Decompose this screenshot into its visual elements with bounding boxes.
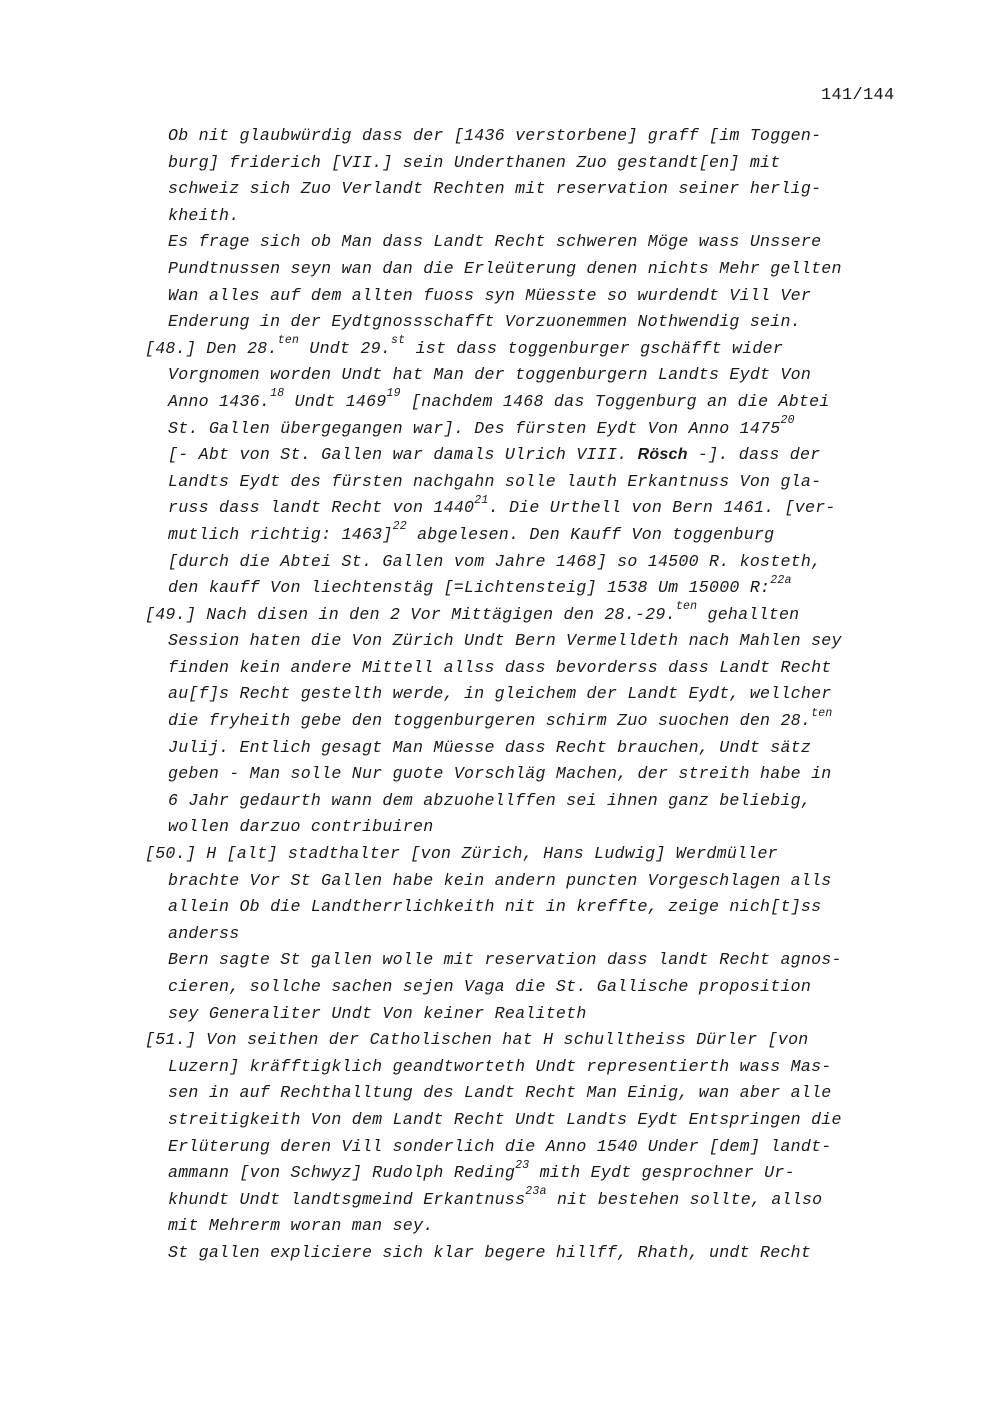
text-line: schweiz sich Zuo Verlandt Rechten mit reservation seiner herlig-	[168, 179, 822, 199]
text-line	[0, 416, 1000, 443]
text-line	[0, 389, 1000, 416]
text-line: mit Mehrerm woran man sey.	[168, 1216, 434, 1236]
text-line: burg] friderich [VII.] sein Underthanen Zuo gestandt[en] mit	[168, 152, 781, 172]
text-line: Landts Eydt des fürsten nachgahn solle lauth Erkantnuss Von gla-	[168, 471, 822, 491]
text-line	[0, 522, 1000, 549]
footnote-marker: 22	[392, 520, 407, 534]
text-line: Ob nit glaubwürdig dass der [1436 verstorbene] graff [im Toggen-	[168, 126, 822, 145]
text-line: streitigkeith Von dem Landt Recht Undt Landts Eydt Entspringen die	[168, 1109, 842, 1129]
text-line	[0, 1160, 1000, 1187]
text-run: gehallten	[697, 604, 800, 624]
text-run: [- Abt von St. Gallen war damals Ulrich VIII.	[168, 445, 638, 465]
text-run: nit bestehen sollte, allso	[546, 1189, 823, 1209]
text-line: Luzern] kräfftigklich geandtworteth Undt representierth wass Mas-	[168, 1056, 832, 1076]
text-line: 6 Jahr gedaurth wann dem abzuohellffen sei ihnen ganz beliebig,	[168, 790, 812, 810]
text-line: Julij. Entlich gesagt Man Müesse dass Recht brauchen, Undt sätz	[168, 737, 812, 757]
text-run: ist dass toggenburger gschäfft wider	[405, 338, 784, 358]
text-run: [48.] Den 28.	[145, 338, 278, 358]
text-run: -]. dass der	[687, 445, 821, 465]
text-run: [nachdem 1468 das Toggenburg an die Abtei	[400, 391, 830, 411]
footnote-marker: 18	[270, 387, 285, 401]
section-50-heading-line: [50.] H [alt] stadthalter [von Zürich, Hans Ludwig] Werdmüller	[145, 844, 778, 864]
section-51-heading-line: [51.] Von seithen der Catholischen hat H schulltheiss Dürler [von	[145, 1030, 809, 1050]
text-line: St gallen expliciere sich klar begere hillff, Rhath, undt Recht	[168, 1242, 812, 1262]
text-line: geben - Man solle Nur guote Vorschläg Machen, der streith habe in	[168, 764, 832, 784]
text-line	[0, 708, 1000, 735]
text-run: ammann [von Schwyz] Rudolph Reding	[168, 1163, 516, 1183]
text-run: Undt 1469	[284, 391, 387, 411]
footnote-marker: 23	[515, 1158, 530, 1172]
text-line	[0, 1187, 1000, 1214]
text-line: sey Generaliter Undt Von keiner Realiteth	[168, 1003, 587, 1023]
text-run: den kauff Von liechtenstäg [=Lichtensteig] 1538 Um 15000 R:	[168, 578, 771, 598]
text-line: kheith.	[168, 205, 240, 225]
section-48-heading-line	[0, 336, 1000, 363]
text-run: mutlich richtig: 1463]	[168, 524, 393, 544]
text-line: Vorgnomen worden Undt hat Man der toggenburgern Landts Eydt Von	[168, 365, 812, 385]
text-line: anderss	[168, 923, 240, 943]
text-run: abgelesen. Den Kauff Von toggenburg	[406, 524, 775, 544]
text-run: khundt Undt landtsgmeind Erkantnuss	[168, 1189, 526, 1209]
text-line: Bern sagte St gallen wolle mit reservation dass landt Recht agnos-	[168, 950, 842, 970]
footnote-marker: 23a	[525, 1185, 547, 1199]
superscript: st	[391, 334, 406, 348]
text-line: Session haten die Von Zürich Undt Bern Vermelldeth nach Mahlen sey	[168, 631, 842, 651]
text-line: allein Ob die Landtherrlichkeith nit in kreffte, zeige nich[t]ss	[168, 897, 822, 917]
text-run: . Die Urthell von Bern 1461. [ver-	[488, 498, 836, 518]
text-run: St. Gallen übergegangen war]. Des fürsten Eydt Von Anno 1475	[168, 418, 781, 438]
text-line	[0, 575, 1000, 602]
text-line	[0, 442, 1000, 469]
page-number: 141/144	[821, 86, 895, 105]
text-line: Pundtnussen seyn wan dan die Erleüterung denen nichts Mehr gellten	[168, 258, 842, 278]
text-run: [49.] Nach disen in den 2 Vor Mittägigen den 28.-29.	[145, 604, 676, 624]
text-line: finden kein andere Mittell allss dass bevorderss dass Landt Recht	[168, 657, 832, 677]
text-line: sen in auf Rechthalltung des Landt Recht Man Einig, wan aber alle	[168, 1083, 832, 1103]
text-run: die fryheith gebe den toggenburgeren schirm Zuo suochen den 28.	[168, 711, 812, 731]
text-line: au[f]s Recht gestelth werde, in gleichem der Landt Eydt, wellcher	[168, 684, 832, 704]
text-line: Erlüterung deren Vill sonderlich die Anno 1540 Under [dem] landt-	[168, 1136, 832, 1156]
footnote-marker: 20	[780, 414, 795, 427]
footnote-marker: 22a	[770, 573, 792, 587]
section-49-heading-line	[0, 602, 1000, 629]
text-line: Es frage sich ob Man dass Landt Recht schweren Möge wass Unssere	[168, 232, 822, 252]
text-run: Undt 29.	[299, 338, 392, 358]
footnote-marker: 19	[386, 387, 401, 401]
text-run: mith Eydt gesprochner Ur-	[529, 1163, 795, 1183]
superscript: ten	[811, 706, 833, 720]
text-line: [durch die Abtei St. Gallen vom Jahre 1468] so 14500 R. kosteth,	[168, 551, 822, 571]
text-line	[0, 495, 1000, 522]
document-body	[0, 123, 1000, 1267]
footnote-marker: 21	[474, 493, 489, 507]
text-line: cieren, sollche sachen sejen Vaga die St. Gallische proposition	[168, 977, 812, 996]
bold-name: Rösch	[637, 446, 688, 464]
text-line: brachte Vor St Gallen habe kein andern puncten Vorgeschlagen alls	[168, 870, 832, 890]
text-run: russ dass landt Recht von 1440	[168, 498, 475, 518]
text-line: Wan alles auf dem allten fuoss syn Müesste so wurdendt Vill Ver	[168, 285, 812, 305]
superscript: ten	[277, 334, 300, 348]
text-line: Enderung in der Eydtgnossschafft Vorzuonemmen Nothwendig sein.	[168, 312, 801, 332]
text-line: wollen darzuo contribuiren	[168, 817, 434, 837]
text-run: Anno 1436.	[168, 391, 271, 411]
superscript: ten	[675, 600, 698, 614]
